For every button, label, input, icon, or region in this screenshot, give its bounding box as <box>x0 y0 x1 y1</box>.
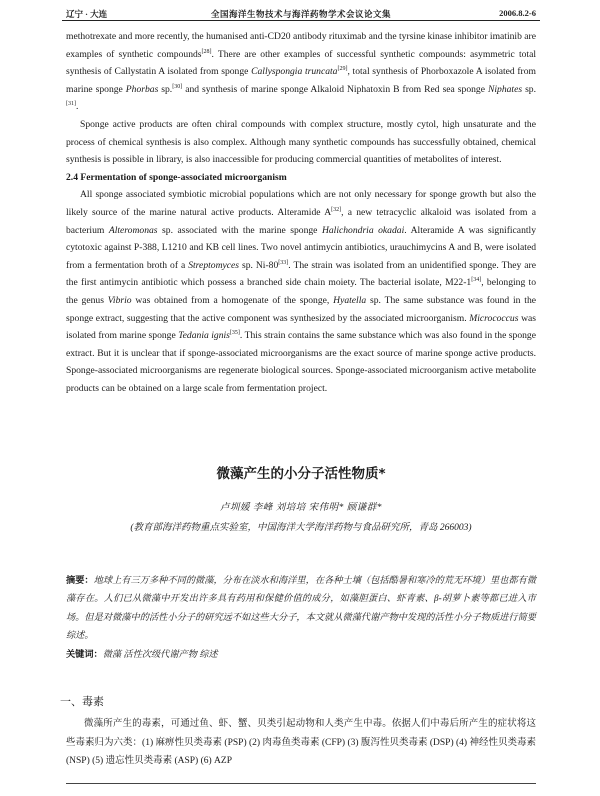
text-run: , total synthesis of Phorboxazole A isolated from marine sponge <box>66 66 537 95</box>
species-name: Vibrio <box>107 294 132 306</box>
text-run: sp. associated with the marine sponge <box>157 224 322 236</box>
species-name: Phorbas <box>125 83 159 95</box>
text-run: sp. Ni-80 <box>239 259 279 271</box>
toxins-paragraph: 微藻所产生的毒素，可通过鱼、虾、蟹、贝类引起动物和人类产生中毒。依据人们中毒后所产生的症状将这些毒素归为六类：(1) 麻痹性贝类毒素 (PSP) (2) 肉毒鱼类毒素 (CFP) (3) 腹泻性贝类毒素 (DSP) (4) 神经性贝类毒素 (NSP) (5) 遗忘性贝类毒素 (ASP) (6) AZP <box>66 719 536 766</box>
species-name: Tedania ignis <box>178 330 230 342</box>
abstract-text: 地球上有三万多种不同的微藻，分布在淡水和海洋里，在各种土壤（包括酷暑和寒冷的荒无环境）里也都有微藻存在。人们已从微藻中开发出许多具有药用和保健价值的成分，如藻胆蛋白、虾青素、β-胡萝卜素等都已进入市场。但是对微藻中的活性小分子的研究远不如这些大分子，本文就从微藻代谢产物中发现的活性小分子物质进行简要综述。 <box>66 575 537 640</box>
citation-ref: [30] <box>172 83 183 90</box>
header-proceedings-title: 全国海洋生物技术与海洋药物学术会议论文集 <box>210 9 391 19</box>
text-run: . There are other examples of successful synthetic compounds: asymmetric total synthesis of Callystatin A isolated from sponge <box>66 48 536 78</box>
citation-ref: [33] <box>278 259 289 266</box>
article-title: 微藻产生的小分子活性物质* <box>216 466 386 482</box>
text-run: , a new tetracyclic alkaloid was isolated from a bacterium <box>66 206 536 236</box>
paragraph-synthetic-compounds <box>66 28 536 116</box>
text-run: . The strain was isolated from an unidentified sponge. They are the first antimycin antibiotic which possess a branched side chain moiety. The bacterial isolate, M22-1 <box>66 259 537 289</box>
text-run: . <box>76 101 79 113</box>
section-heading-toxins: 一、毒素 <box>60 695 104 708</box>
text-run: and synthesis of marine sponge Alkaloid Niphatoxin B from Red sea sponge <box>182 83 488 95</box>
citation-ref: [35] <box>229 330 240 337</box>
header-location: 辽宁 · 大连 <box>66 9 108 19</box>
text-run: was isolated from marine sponge <box>66 312 536 342</box>
abstract <box>66 571 536 644</box>
paragraph-chiral-compounds <box>66 116 536 169</box>
text-run: , belonging to the genus <box>66 277 536 306</box>
species-name: Micrococcus <box>469 312 519 324</box>
header-date: 2006.8.2-6 <box>499 8 536 18</box>
citation-ref: [31] <box>66 101 76 108</box>
header-rule <box>62 20 540 21</box>
species-name: Callyspongia truncata <box>251 66 338 78</box>
text-run: All sponge associated symbiotic microbial populations which are not only necessary for sponge growth but also the likely source of the marine natural active products. Alteramide A <box>66 189 536 218</box>
species-name: Hyatella <box>333 294 367 306</box>
text-run: . Alteramide A was significantly cytotoxic against P-388, L1210 and KB cell lines. Two novel antimycin antibiotics, urauchimycins A and B, were isolated from a fermentation broth of a <box>66 224 536 271</box>
section-title-fermentation: 2.4 Fermentation of sponge-associated microorganism <box>66 171 287 183</box>
citation-ref: [29] <box>337 66 348 73</box>
citation-ref: [28] <box>201 48 212 55</box>
keywords-label: 关键词： <box>66 649 103 659</box>
species-name: Niphates <box>487 83 523 95</box>
citation-ref: [32] <box>331 206 342 213</box>
text-run: was obtained from a homogenate of the sponge, <box>131 294 334 306</box>
paragraph-sponge-microorganisms <box>66 186 536 397</box>
keywords <box>66 645 536 663</box>
text-run: . This strain contains the same substance which was also found in the sponge extract. But it is unclear that if sponge-associated microorganisms are the exact source of marine sponge active products. Sponge-associated microorganisms are regenerate biological sources. Sponge-associated microorganism active metabolite products can be obtained on a large scale from fermentation project. <box>66 330 536 394</box>
article-authors: 卢圳媛 李峰 刘培培 宋伟明* 顾谦群* <box>219 503 382 513</box>
text-run: sp. <box>158 83 173 95</box>
text-run: Sponge active products are often chiral compounds with complex structure, mostly cytol, high unsaturate and the process of chemical synthesis is also complex. Although many synthetic compounds has successfully obtained, chemical synthesis is possible in library, is also inaccessible for producing commercial quantities of metabolites of interest. <box>66 118 536 166</box>
text-run: methotrexate and more recently, the humanised anti-CD20 antibody rituximab and the tyrsine kinase inhibitor imatinib are examples of synthetic compounds <box>66 31 536 60</box>
footnote-rule <box>66 783 536 784</box>
english-text <box>66 28 536 397</box>
text-run: sp. The same substance was found in the sponge extract, suggesting that the active component was synthesized by the associated microorganism. <box>66 294 537 324</box>
species-name: Halichondria okadai <box>321 224 405 236</box>
species-name: Alteromonas <box>108 224 158 236</box>
citation-ref: [34] <box>471 277 482 284</box>
text-run: sp. <box>522 83 537 95</box>
species-name: Streptomyces <box>188 259 240 271</box>
article-affiliation: (教育部海洋药物重点实验室，中国海洋大学海洋药物与食品研究所，青岛 266003) <box>130 523 472 533</box>
keywords-text: 微藻 活性次级代谢产物 综述 <box>102 649 218 659</box>
abstract-label: 摘要： <box>66 575 94 585</box>
